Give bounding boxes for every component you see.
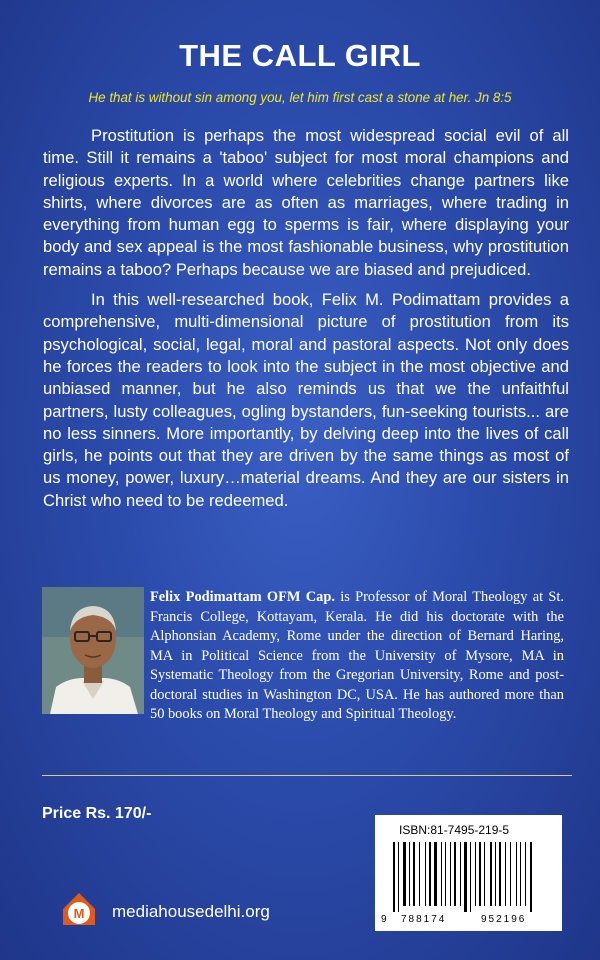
barcode-bar <box>429 842 431 906</box>
barcode-bar <box>484 842 485 906</box>
barcode-bar <box>520 842 521 906</box>
barcode-bar <box>409 842 410 906</box>
barcode-bar <box>450 842 451 906</box>
epigraph: He that is without sin among you, let him first cast a stone at her. Jn 8:5 <box>88 90 512 105</box>
book-blurb <box>43 125 569 520</box>
barcode-bar <box>398 842 399 912</box>
barcode-bar <box>499 842 501 906</box>
publisher-website[interactable]: mediahousedelhi.org <box>112 902 270 921</box>
author-photo <box>42 587 144 714</box>
barcode-bar <box>479 842 481 906</box>
barcode-bar <box>441 842 442 906</box>
author-bio-text: is Professor of Moral Theology at St. Francis College, Kottayam, Kerala. He did his doctorate with the Alphonsian Academy, Rome under the direction of Bernard Haring, MA in Political Science from the University of Mysore, MA in Systematic Theology from the Gregorian University, Rome and post-doctoral studies in Washington DC, USA. He has authored more than 50 books on Moral Theology and Spiritual Theology. <box>150 589 564 722</box>
barcode-bar <box>464 842 467 912</box>
publisher-logo-icon <box>62 892 96 926</box>
barcode-bar <box>525 842 526 906</box>
price-label: Price Rs. 170/- <box>42 805 152 822</box>
barcode-bar <box>505 842 506 906</box>
barcode-bar <box>495 842 496 906</box>
barcode-bar <box>530 842 532 912</box>
barcode-bar <box>445 842 446 906</box>
barcode-bar <box>470 842 471 912</box>
barcode-bar <box>510 842 511 906</box>
barcode-bar <box>516 842 517 906</box>
book-title: THE CALL GIRL <box>179 38 421 73</box>
barcode-bar <box>490 842 492 906</box>
barcode-bar <box>393 842 395 912</box>
barcode-bar <box>454 842 456 906</box>
isbn-barcode <box>375 815 562 931</box>
barcode-bar <box>419 842 420 906</box>
barcode-bar <box>413 842 415 906</box>
barcode-bar <box>434 842 437 906</box>
barcode-left-digits: 788174 <box>401 914 447 925</box>
logo-letter: M <box>73 906 85 921</box>
barcode-bars <box>383 842 555 912</box>
barcode-bar <box>460 842 461 906</box>
blurb-paragraph-1: Prostitution is perhaps the most widespread social evil of all time. Still it remains a 'taboo' subject for most moral champions and religious experts. In a world where celebrities change partners like shirts, where divorces are as often as marriages, where trading in everything from human egg to sperms is fair, where displaying your body and sex appeal is the most fashionable business, why prostitution remains a taboo? Perhaps because we are biased and prejudiced. <box>43 126 569 279</box>
blurb-paragraph-2: In this well-researched book, Felix M. Podimattam provides a comprehensive, multi-dimensional picture of prostitution from its psychological, social, legal, moral and pastoral aspects. Not only does he forces the readers to look into the subject in the most objective and unbiased manner, but he also reminds us that we the unfaithful partners, lusty colleagues, ogling bystanders, fun-seeking tourists... are no less sinners. More importantly, by delving deep into the lives of call girls, he points out that they are driven by the same things as most of us money, power, luxury…material dreams. And they are our sisters in Christ who need to be redeemed. <box>43 290 569 510</box>
barcode-bar <box>403 842 406 906</box>
isbn-number: ISBN:81-7495-219-5 <box>399 823 510 837</box>
barcode-bar <box>475 842 476 906</box>
divider-line <box>42 775 572 776</box>
author-name: Felix Podimattam OFM Cap. <box>150 589 335 605</box>
barcode-bar <box>425 842 426 906</box>
barcode-right-digits: 952196 <box>481 914 527 925</box>
barcode-lead-digit: 9 <box>381 914 389 925</box>
